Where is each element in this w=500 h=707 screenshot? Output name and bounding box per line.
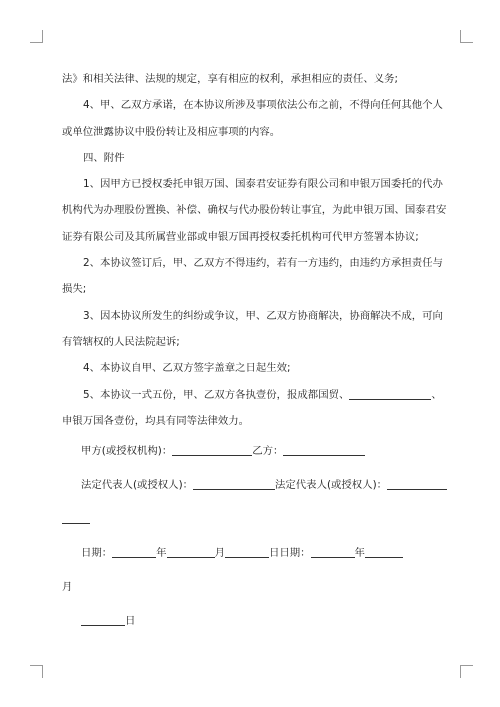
party-line <box>62 434 442 468</box>
section-heading: 四、附件 <box>83 151 125 164</box>
rep-b-blank-cont[interactable] <box>62 511 90 524</box>
date-line-day <box>62 604 442 638</box>
date-line-cont <box>62 570 442 604</box>
representative-line <box>62 468 442 502</box>
crop-mark-top-left <box>30 30 43 43</box>
text-line: 有管辖权的人民法院起诉; <box>62 335 180 348</box>
year-b-label: 年 <box>354 547 365 560</box>
rep-a-blank[interactable] <box>193 477 275 490</box>
fill-blank[interactable] <box>349 387 431 400</box>
text-line: 法》和相关法律、法规的规定，享有相应的权利，承担相应的责任、义务; <box>62 73 398 85</box>
party-a-label: 甲方(或授权机构)： <box>81 445 173 458</box>
day-a-label: 日 <box>268 547 280 560</box>
rep-b-label: 法定代表人(或授权人)： <box>275 479 388 492</box>
text-line <box>62 382 442 408</box>
text-line: 3、因本协议所发生的纠纷或争议，甲、乙双方协商解决，协商解决不成，可向 <box>83 309 443 322</box>
text-line: 1、因甲方已授权委托申银万国、国泰君安证券有限公司和申银万国委托的代办 <box>83 178 443 191</box>
text-line-part: 5、本协议一式五份，甲、乙双方各执壹份，报成都国贸、 <box>83 388 350 401</box>
signature-block <box>62 434 442 638</box>
month-b-label: 月 <box>62 581 73 594</box>
date-line <box>62 536 442 570</box>
month-a-label: 月 <box>214 547 225 560</box>
month-b-blank[interactable] <box>365 545 403 558</box>
text-line: 机构代为办理股份置换、补偿、确权与代办股份转让事宜，为此申银万国、国泰君安 <box>62 204 447 217</box>
year-a-blank[interactable] <box>112 545 156 558</box>
crop-mark-bottom-left <box>30 665 43 678</box>
month-a-blank[interactable] <box>167 545 215 558</box>
year-a-label: 年 <box>156 547 167 560</box>
crop-mark-top-right <box>460 30 473 43</box>
date-b-label: 日期： <box>279 547 311 560</box>
text-line: 证券有限公司及其所属营业部或申银万国再授权委托机构可代甲方签署本协议; <box>62 230 419 243</box>
text-line: 申银万国各壹份，均具有同等法律效力。 <box>62 414 250 427</box>
party-a-blank[interactable] <box>172 443 252 456</box>
day-b-label: 日 <box>125 615 136 628</box>
document-body <box>62 66 447 638</box>
rep-a-label: 法定代表人(或授权人)： <box>81 479 194 492</box>
text-line: 损失; <box>62 283 87 296</box>
rep-b-blank[interactable] <box>387 477 447 490</box>
text-line: 2、本协议签订后，甲、乙双方不得违约，若有一方违约，由违约方承担责任与 <box>83 257 443 270</box>
day-b-blank[interactable] <box>81 613 125 626</box>
party-b-label: 乙方： <box>252 445 284 458</box>
year-b-blank[interactable] <box>311 545 355 558</box>
crop-mark-bottom-right <box>460 665 473 678</box>
text-line-part: 、 <box>431 388 442 401</box>
day-a-blank[interactable] <box>225 545 269 558</box>
text-line: 4、甲、乙双方承诺，在本协议所涉及事项依法公布之前，不得向任何其他个人 <box>83 99 443 112</box>
representative-line-cont <box>62 502 442 536</box>
date-a-label: 日期： <box>81 547 113 560</box>
party-b-blank[interactable] <box>283 443 365 456</box>
text-line: 或单位泄露协议中股份转让及相应事项的内容。 <box>62 125 281 138</box>
text-line: 4、本协议自甲、乙双方签字盖章之日起生效; <box>83 362 291 375</box>
